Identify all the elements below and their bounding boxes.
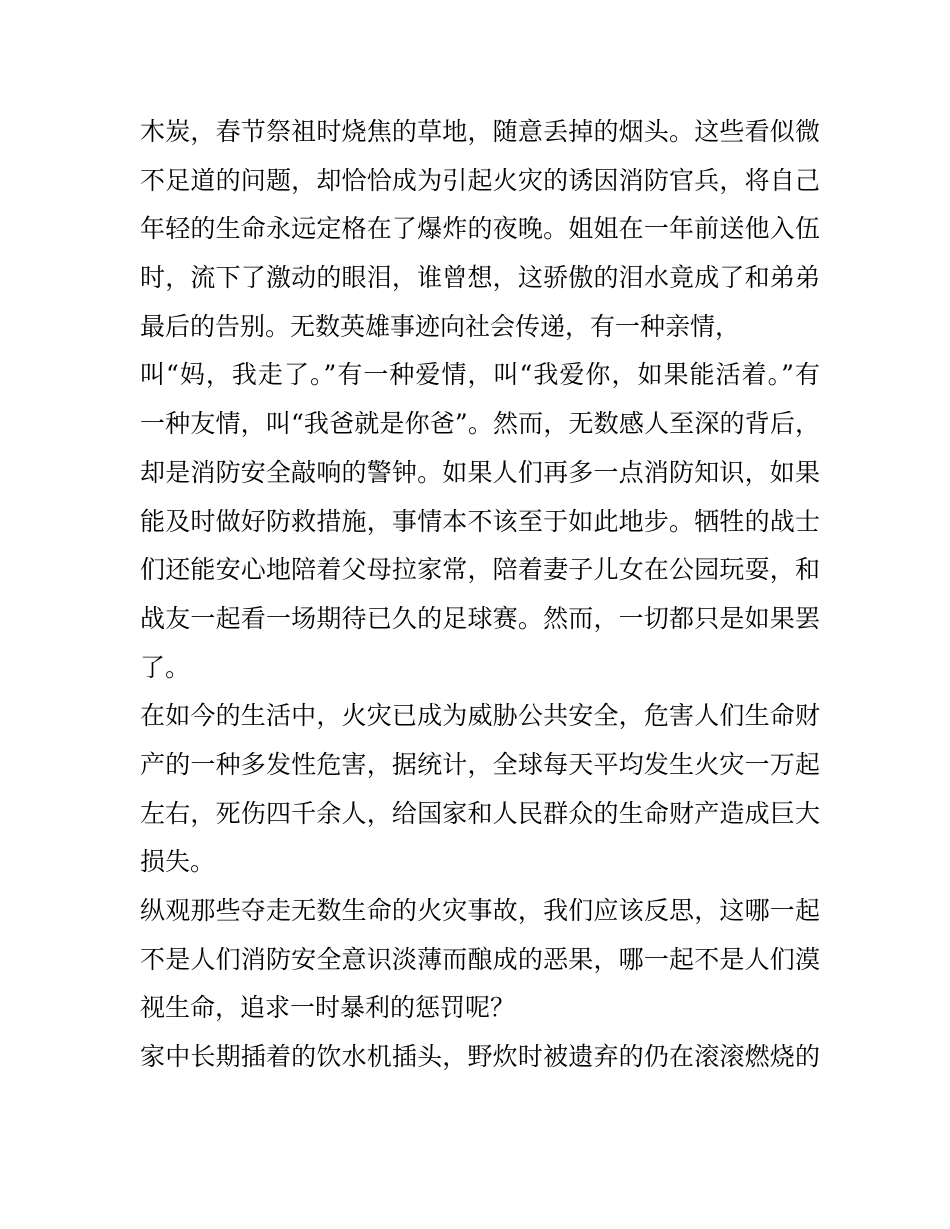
- text-line: 木炭，春节祭祖时烧焦的草地，随意丢掉的烟头。这些看似微: [140, 117, 820, 146]
- text-line: 叫“妈，我走了。”有一种爱情，叫“我爱你，如果能活着。”有: [140, 360, 820, 390]
- text-line: 了。: [140, 652, 191, 682]
- text-line: 一种友情，叫“我爸就是你爸”。然而，无数感人至深的背后，: [140, 409, 820, 439]
- text-line: 不是人们消防安全意识淡薄而酿成的恶果，哪一起不是人们漠: [140, 944, 820, 974]
- text-line: 视生命，追求一时暴利的惩罚呢？: [140, 993, 516, 1023]
- text-line: 产的一种多发性危害，据统计，全球每天平均发生火灾一万起: [140, 749, 820, 779]
- text-line: 在如今的生活中，火灾已成为威胁公共安全，危害人们生命财: [140, 701, 820, 731]
- text-line: 损失。: [140, 847, 216, 877]
- text-line: 左右，死伤四千余人，给国家和人民群众的生命财产造成巨大: [140, 798, 820, 828]
- body-text: [140, 108, 820, 1082]
- text-line: 最后的告别。无数英雄事迹向社会传递，有一种亲情，: [140, 311, 741, 341]
- text-line: 能及时做好防救措施，事情本不该至于如此地步。牺牲的战士: [140, 506, 820, 536]
- text-line: 纵观那些夺走无数生命的火灾事故，我们应该反思，这哪一起: [140, 896, 820, 925]
- text-line: 们还能安心地陪着父母拉家常，陪着妻子儿女在公园玩耍，和: [140, 555, 820, 585]
- text-line: 时，流下了激动的眼泪，谁曾想，这骄傲的泪水竟成了和弟弟: [140, 263, 820, 293]
- text-line: 家中长期插着的饮水机插头，野炊时被遗弃的仍在滚滚燃烧的: [140, 1042, 820, 1072]
- text-line: 年轻的生命永远定格在了爆炸的夜晚。姐姐在一年前送他入伍: [140, 214, 820, 244]
- text-line: 却是消防安全敲响的警钟。如果人们再多一点消防知识，如果: [140, 457, 820, 487]
- text-line: 不足道的问题，却恰恰成为引起火灾的诱因消防官兵，将自己: [140, 165, 820, 195]
- text-line: 战友一起看一场期待已久的足球赛。然而，一切都只是如果罢: [140, 603, 820, 633]
